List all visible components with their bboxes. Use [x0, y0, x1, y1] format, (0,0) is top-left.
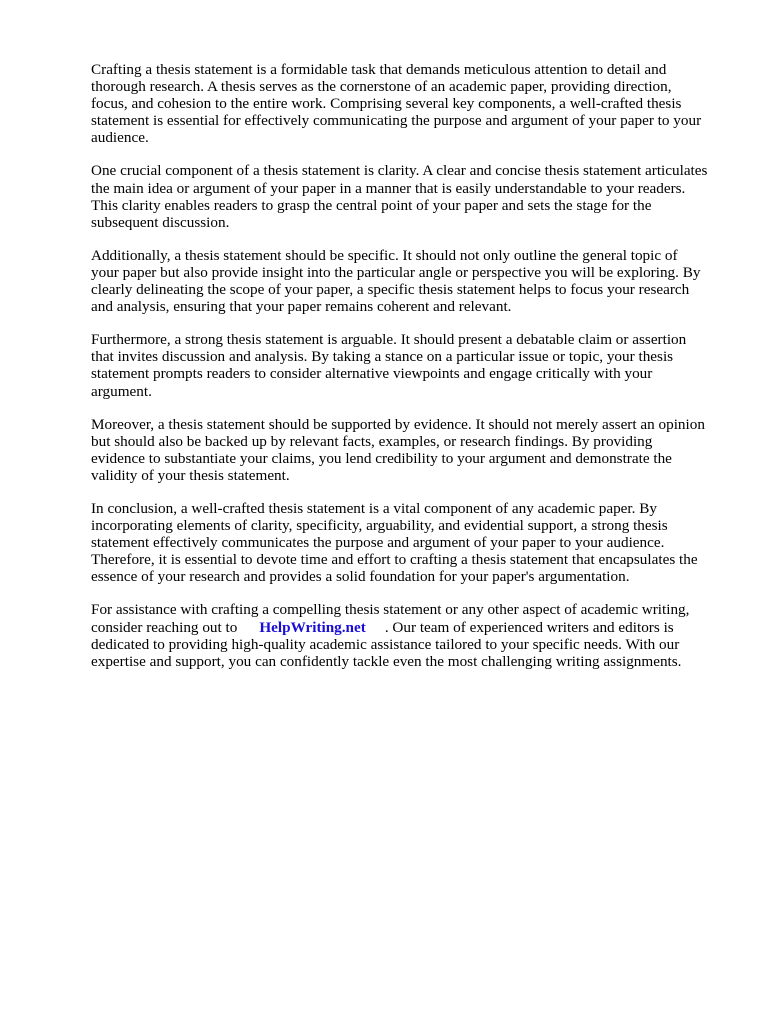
paragraph-closing	[91, 601, 731, 669]
paragraph-arguability: Furthermore, a strong thesis statement is arguable. It should present a debatable claim or assertion that invites discussion and analysis. By taking a stance on a particular issue or topic, your thesis statement prompts readers to consider alternative viewpoints and engage critically with your argument.	[91, 331, 687, 400]
paragraph-conclusion: In conclusion, a well-crafted thesis statement is a vital component of any academic paper. By incorporating elements of clarity, specificity, arguability, and evidential support, a strong thesis statement effectively communicates the purpose and argument of your paper to your audience. Therefore, it is essential to devote time and effort to crafting a thesis statement that encapsulates the essence of your research and provides a solid foundation for your paper's argumentation.	[91, 499, 698, 586]
document-page	[91, 61, 731, 686]
paragraph-specificity: Additionally, a thesis statement should be specific. It should not only outline the general topic of your paper but also provide insight into the particular angle or perspective you will be exploring. By clearly delineating the scope of your paper, a specific thesis statement helps to focus your research and analysis, ensuring that your paper remains coherent and relevant.	[91, 246, 701, 316]
paragraph-evidence: Moreover, a thesis statement should be supported by evidence. It should not merely assert an opinion but should also be backed up by relevant facts, examples, or research findings. By providing evidence to substantiate your claims, you lend credibility to your argument and demonstrate the validity of your thesis statement.	[91, 415, 705, 484]
closing-text-before-link: For assistance with crafting a compelling thesis statement or any other aspect of academic writing, consider reaching out to	[91, 601, 690, 636]
paragraph-clarity: One crucial component of a thesis statement is clarity. A clear and concise thesis statement articulates the main idea or argument of your paper in a manner that is easily understandable to your readers. This clarity enables readers to grasp the central point of your paper and sets the stage for the subsequent discussion.	[91, 162, 708, 231]
closing-text-after-link: . Our team of experienced writers and editors is dedicated to providing high-quality academic assistance tailored to your specific needs. With our expertise and support, you can confidently tackle even the most challenging writing assignments.	[91, 618, 682, 670]
paragraph-intro: Crafting a thesis statement is a formidable task that demands meticulous attention to detail and thorough research. A thesis serves as the cornerstone of an academic paper, providing direction, focus, and cohesion to the entire work. Comprising several key components, a well-crafted thesis statement is essential for effectively communicating the purpose and argument of your paper to your audience.	[91, 61, 702, 147]
helpwriting-link[interactable]: HelpWriting.net	[259, 618, 366, 636]
